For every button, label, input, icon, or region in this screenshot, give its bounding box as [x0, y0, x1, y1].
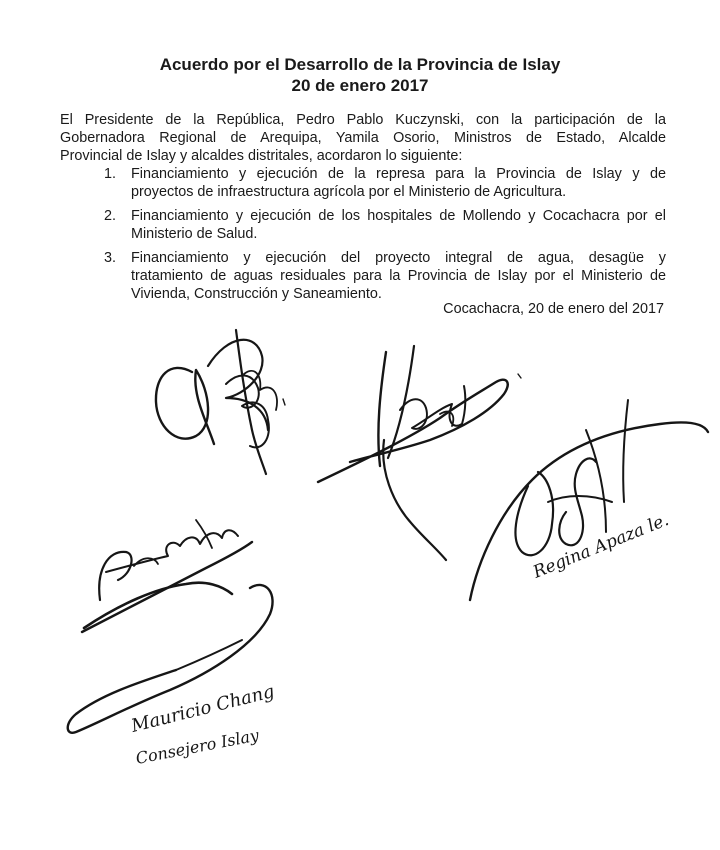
- document-title: Acuerdo por el Desarrollo de la Provincia de Islay: [159, 55, 561, 74]
- agreement-item-2: [104, 207, 666, 243]
- item-line: Financiamiento y ejecución de los hospitales de Mollendo y Cocachacra por el: [131, 208, 666, 224]
- agreement-item-3: [104, 249, 666, 303]
- agreement-list: [104, 165, 666, 309]
- intro-line: Gobernadora Regional de Arequipa, Yamila Osorio, Ministros de Estado, Alcalde: [60, 130, 666, 146]
- item-line: proyectos de infraestructura agrícola por el Ministerio de Agricultura.: [131, 184, 567, 200]
- item-line: Financiamiento y ejecución de la represa para la Provincia de Islay y de: [131, 166, 666, 182]
- signature-5-title: Consejero Islay: [134, 725, 261, 768]
- intro-line: Provincial de Islay y alcaldes distritales, acordaron lo siguiente:: [60, 148, 463, 164]
- item-number: 3.: [104, 250, 117, 266]
- signature-2: [318, 346, 521, 560]
- item-line: Financiamiento y ejecución del proyecto integral de agua, desagüe y: [131, 250, 666, 266]
- agreement-item-1: [104, 165, 666, 201]
- item-number: 1.: [104, 166, 117, 182]
- signature-3: [470, 400, 708, 600]
- signature-1: [156, 330, 285, 474]
- document-date-heading: 20 de enero 2017: [291, 76, 429, 95]
- signature-5: [68, 585, 273, 733]
- signature-5-name: Mauricio Chang: [129, 680, 277, 737]
- intro-line: El Presidente de la República, Pedro Pablo Kuczynski, con la participación de la: [60, 112, 666, 128]
- item-number: 2.: [104, 208, 117, 224]
- item-line: Ministerio de Salud.: [131, 226, 258, 242]
- item-line: Vivienda, Construcción y Saneamiento.: [131, 286, 382, 302]
- item-line: tratamiento de aguas residuales para la Provincia de Islay por el Ministerio de: [131, 268, 666, 284]
- intro-paragraph: [60, 111, 666, 165]
- signature-3-name: Regina Apaza le.: [530, 510, 672, 583]
- signature-4: [82, 520, 252, 632]
- place-date: Cocachacra, 20 de enero del 2017: [443, 301, 664, 317]
